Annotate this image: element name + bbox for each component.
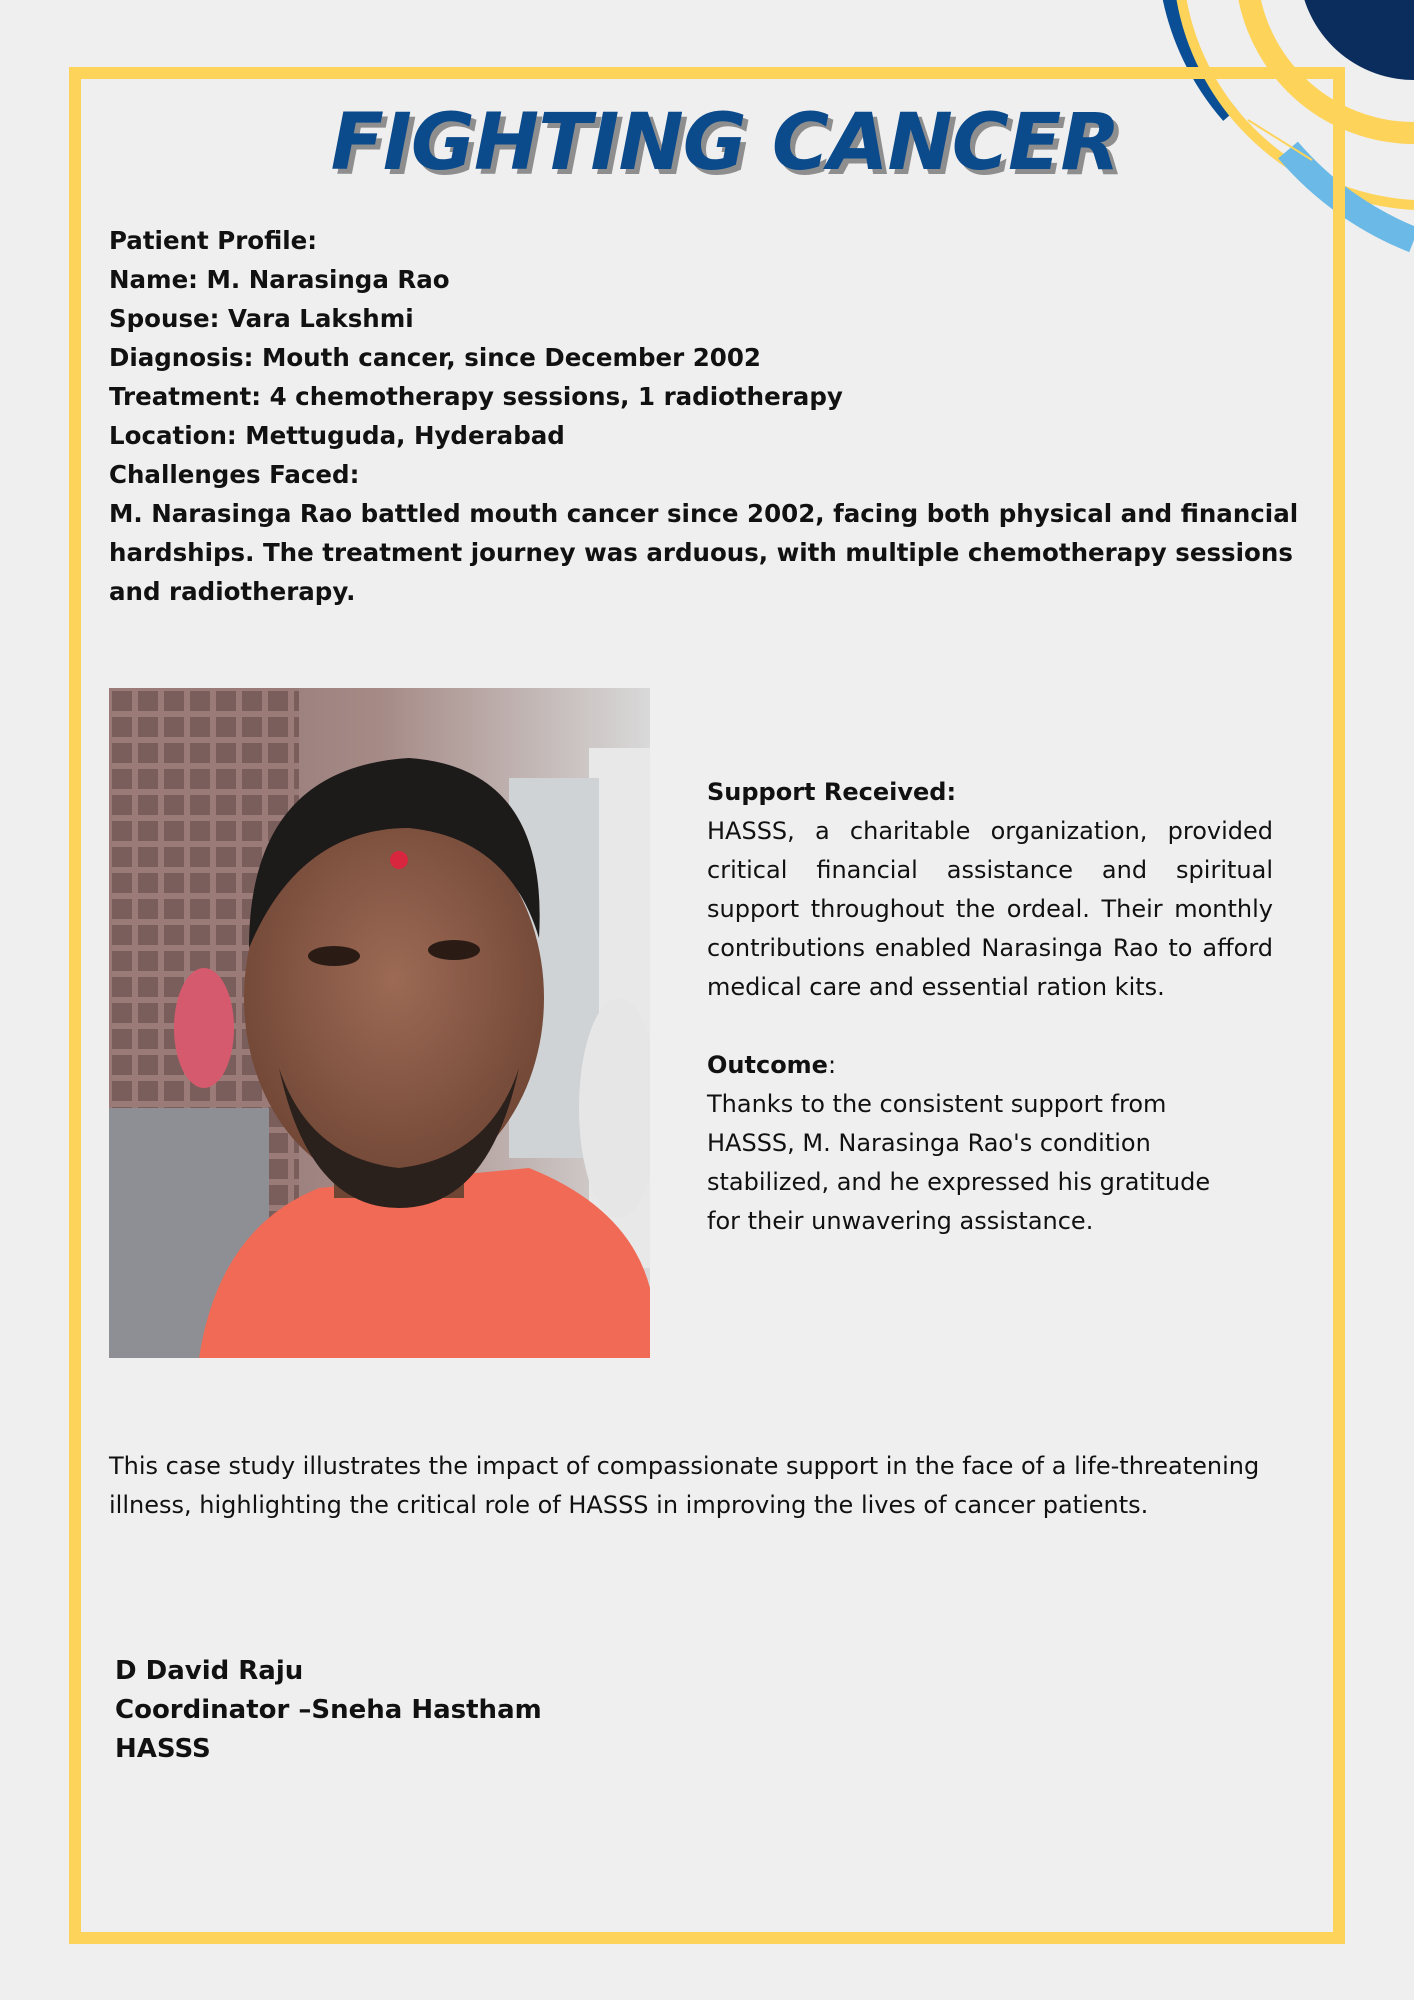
patient-photo-illustration: [109, 688, 650, 1358]
profile-location: Location: Mettuguda, Hyderabad: [109, 421, 565, 450]
profile-heading: Patient Profile:: [109, 226, 318, 255]
signature-block: [115, 1652, 542, 1769]
challenges-text: M. Narasinga Rao battled mouth cancer since 2002, facing both physical and financial hardships. The treatment journey was arduous, with multiple chemotherapy sessions and radiotherapy.: [109, 499, 1299, 606]
outcome-heading: Outcome: [707, 1051, 828, 1079]
right-eye: [428, 940, 480, 960]
page-title: FIGHTING CANCER: [330, 98, 1120, 188]
signatory-name: D David Raju: [115, 1656, 304, 1686]
support-section: [707, 773, 1273, 1241]
profile-diagnosis: Diagnosis: Mouth cancer, since December 2002: [109, 343, 761, 372]
profile-treatment: Treatment: 4 chemotherapy sessions, 1 radiotherapy: [109, 382, 843, 411]
outcome-line-4: for their unwavering assistance.: [707, 1207, 1094, 1235]
profile-name: Name: M. Narasinga Rao: [109, 265, 450, 294]
outcome-section: [707, 1046, 1273, 1241]
outcome-colon: :: [827, 1051, 837, 1079]
left-eye: [308, 946, 360, 966]
signatory-org: HASSS: [115, 1734, 211, 1764]
support-heading: Support Received:: [707, 778, 957, 806]
case-study-summary: This case study illustrates the impact of compassionate support in the face of a life-threatening illness, highlighting the critical role of HASSS in improving the lives of cancer patients.: [109, 1452, 1260, 1519]
profile-spouse: Spouse: Vara Lakshmi: [109, 304, 414, 333]
outcome-line-1: Thanks to the consistent support from: [707, 1090, 1167, 1118]
patient-photo: [109, 688, 650, 1358]
challenges-heading: Challenges Faced:: [109, 460, 360, 489]
forehead-mark: [390, 851, 408, 869]
bystander-woman: [174, 968, 234, 1088]
outcome-line-3: stabilized, and he expressed his gratitude: [707, 1168, 1211, 1196]
outcome-heading-line: [707, 1046, 1273, 1085]
signatory-role: Coordinator –Sneha Hastham: [115, 1695, 542, 1725]
patient-profile: [109, 221, 1329, 611]
support-text: HASSS, a charitable organization, provided critical financial assistance and spiritual support throughout the ordeal. Their monthly contributions enabled Narasinga Rao to afford medical care and essential ration kits.: [707, 817, 1273, 1001]
outcome-line-2: HASSS, M. Narasinga Rao's condition: [707, 1129, 1151, 1157]
